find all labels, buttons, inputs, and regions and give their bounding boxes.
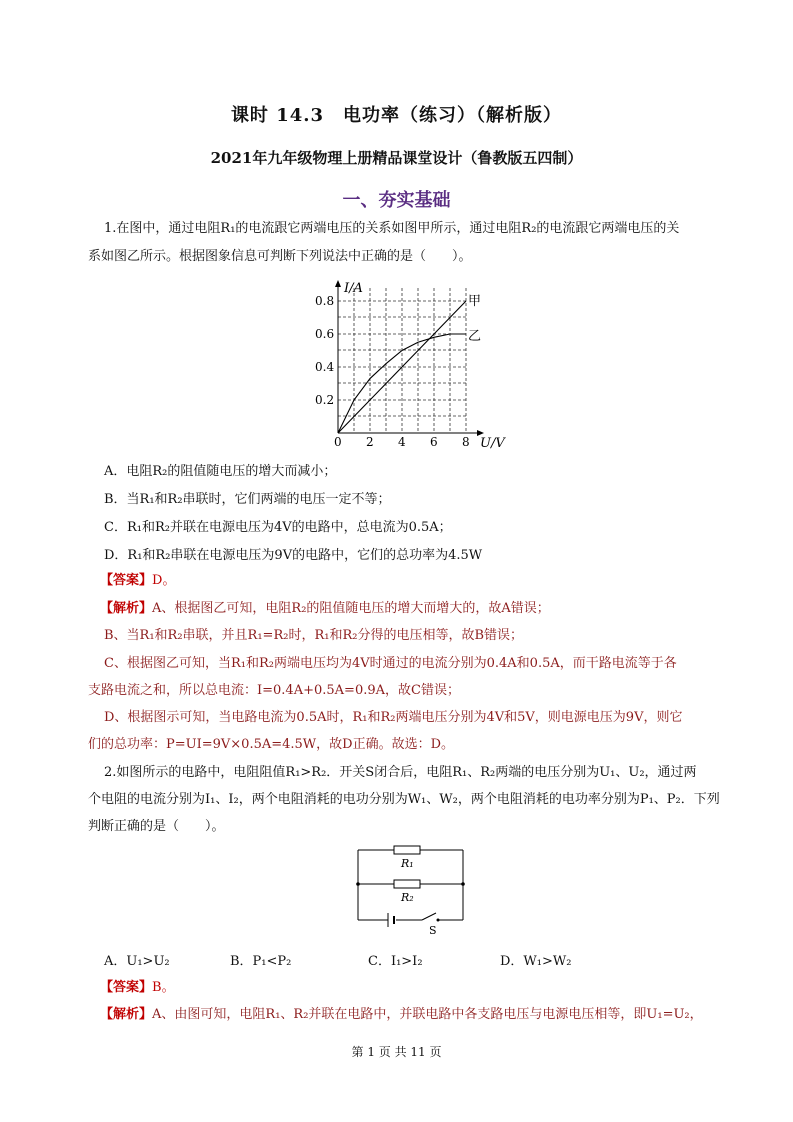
x-tick-label: 4 [398,435,406,449]
q1-option-d: D．R₁和R₂串联在电源电压为9V的电路中，它们的总功率为4.5W [104,548,483,563]
q2-option-c: C．I₁>I₂ [368,954,423,969]
answer-value: B。 [152,980,175,995]
q1-analysis-line5: D、根据图示可知，当电路电流为0.5A时，R₁和R₂两端电压分别为4V和5V，则电源电压为9V，则它 [104,710,683,725]
curve-jia-label: 甲 [468,294,482,309]
q2-stem-line3: 判断正确的是（ ）。 [88,819,225,834]
x-tick-label: 2 [366,435,374,449]
analysis-text: A、根据图乙可知，电阻R₂的阻值随电压的增大而增大的，故A错误； [152,601,550,616]
analysis-text: A、由图可知，电阻R₁、R₂并联在电路中，并联电路中各支路电压与电源电压相等，即U₁=U₂， [152,1007,703,1022]
q1-stem-line1: 1.在图中，通过电阻R₁的电流跟它两端电压的关系如图甲所示，通过电阻R₂的电流跟它两端电压的关 [104,221,680,236]
answer-tag: 【答案】 [100,980,153,995]
y-tick-label: 0.4 [315,360,335,374]
resistor-r1 [394,846,420,854]
r2-label: R₂ [401,891,414,904]
page-title: 课时 14.3 电功率（练习）（解析版） [230,105,563,126]
section-heading: 一、夯实基础 [342,190,451,211]
answer-tag: 【答案】 [100,573,153,588]
q2-stem-line1: 2.如图所示的电路中，电阻阻值R₁>R₂．开关S闭合后，电阻R₁、R₂两端的电压分别为U₁、U₂，通过两 [104,765,697,780]
analysis-tag: 【解析】 [100,601,153,616]
y-tick-label: 0.2 [315,393,335,407]
r1-label: R₁ [401,857,414,870]
q1-option-c: C．R₁和R₂并联在电源电压为4V的电路中，总电流为0.5A； [104,520,452,535]
q1-analysis-line1 [100,595,720,623]
q2-option-a: A．U₁>U₂ [104,954,170,969]
resistor-r2 [394,880,420,888]
q1-answer [100,567,720,595]
x-axis-label: U/V [480,436,505,450]
y-tick-label: 0.6 [315,327,335,341]
q2-stem-line2: 个电阻的电流分别为I₁、I₂，两个电阻消耗的电功分别为W₁、W₂，两个电阻消耗的电功率分别为P₁、P₂．下列 [88,792,720,807]
y-tick-label: 0.8 [315,294,335,308]
grid [338,288,466,433]
curve-yi-label: 乙 [468,329,482,344]
q2-option-b: B．P₁<P₂ [230,954,292,969]
x-tick-label: 8 [462,435,470,449]
q2-analysis-line1 [100,1001,720,1029]
x-tick-label: 6 [430,435,438,449]
y-axis-label: I/A [344,281,363,296]
q1-option-a: A．电阻R₂的阻值随电压的增大而减小； [104,464,337,479]
circuit-diagram [350,842,475,937]
x-tick-label: 0 [334,435,342,449]
q2-option-d: D．W₁>W₂ [500,954,572,969]
q1-analysis-line3: C、根据图乙可知，当R₁和R₂两端电压均为4V时通过的电流分别为0.4A和0.5A，而干路电流等于各 [104,656,677,671]
q2-answer [100,974,720,1002]
q1-analysis-line6: 们的总功率：P=UI=9V×0.5A=4.5W，故D正确。故选：D。 [88,737,455,752]
switch-label: S [429,924,437,937]
answer-value: D。 [152,573,176,588]
junction-dot [461,882,465,886]
junction-dot [356,882,360,886]
q1-analysis-line4: 支路电流之和，所以总电流：I=0.4A+0.5A=0.9A，故C错误； [88,683,460,698]
q1-analysis-line2: B、当R₁和R₂串联，并且R₁=R₂时，R₁和R₂分得的电压相等，故B错误； [104,628,523,643]
page-subtitle: 2021年九年级物理上册精品课堂设计（鲁教版五四制） [210,149,583,167]
q1-option-b: B．当R₁和R₂串联时，它们两端的电压一定不等； [104,492,391,507]
q1-stem-line2: 系如图乙所示。根据图象信息可判断下列说法中正确的是（ ）。 [88,249,472,264]
y-axis-arrow [335,280,341,287]
switch-contact [437,919,440,922]
page-footer: 第 1 页 共 11 页 [351,1045,442,1059]
iu-graph [300,278,520,450]
analysis-tag: 【解析】 [100,1007,153,1022]
